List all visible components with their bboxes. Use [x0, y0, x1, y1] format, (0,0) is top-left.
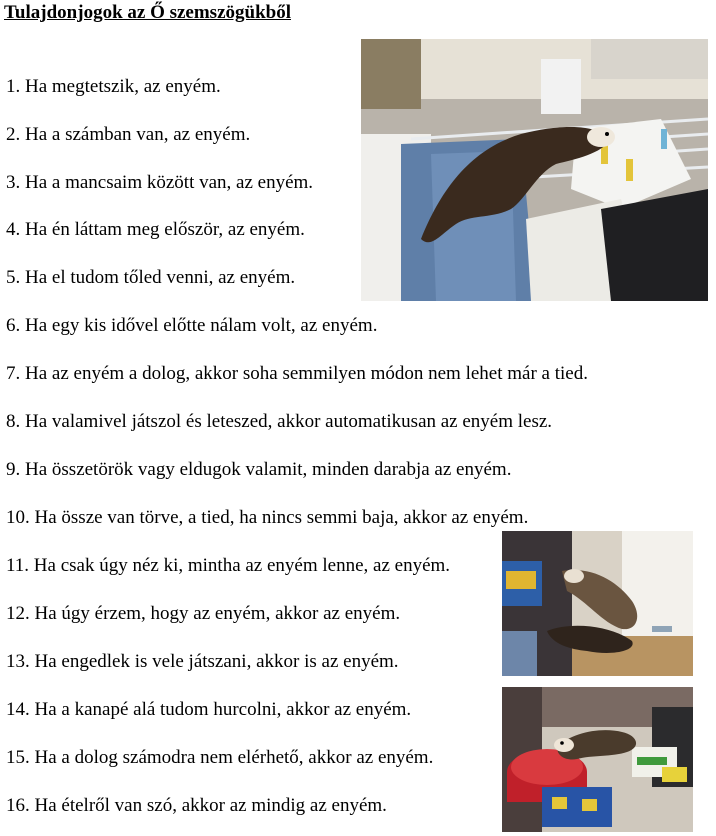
- page-title: Tulajdonjogok az Ő szemszögükből: [4, 2, 291, 23]
- ferret-on-tin-photo: [502, 687, 693, 832]
- rule-item: 5. Ha el tudom tőled venni, az enyém.: [6, 267, 296, 288]
- rule-item: 11. Ha csak úgy néz ki, mintha az enyém lenne, az enyém.: [6, 555, 451, 576]
- rule-item: 8. Ha valamivel játszol és leteszed, akkor automatikusan az enyém lesz.: [6, 411, 553, 432]
- rule-item: 2. Ha a számban van, az enyém.: [6, 124, 251, 145]
- rule-item: 4. Ha én láttam meg először, az enyém.: [6, 219, 305, 240]
- rule-item: 6. Ha egy kis idővel előtte nálam volt, az enyém.: [6, 315, 378, 336]
- rule-item: 15. Ha a dolog számodra nem elérhető, akkor az enyém.: [6, 747, 434, 768]
- rule-item: 3. Ha a mancsaim között van, az enyém.: [6, 172, 314, 193]
- two-ferrets-photo: [502, 531, 693, 676]
- rule-item: 1. Ha megtetszik, az enyém.: [6, 76, 221, 97]
- rule-item: 10. Ha össze van törve, a tied, ha nincs semmi baja, akkor az enyém.: [6, 507, 529, 528]
- rule-item: 7. Ha az enyém a dolog, akkor soha semmilyen módon nem lehet már a tied.: [6, 363, 588, 384]
- rule-item: 16. Ha ételről van szó, akkor az mindig az enyém.: [6, 795, 387, 816]
- rule-item: 14. Ha a kanapé alá tudom hurcolni, akkor az enyém.: [6, 699, 412, 720]
- rule-item: 13. Ha engedlek is vele játszani, akkor is az enyém.: [6, 651, 399, 672]
- ferret-on-laundry-rack-photo: [361, 39, 708, 301]
- rule-item: 9. Ha összetörök vagy eldugok valamit, minden darabja az enyém.: [6, 459, 512, 480]
- rule-item: 12. Ha úgy érzem, hogy az enyém, akkor az enyém.: [6, 603, 401, 624]
